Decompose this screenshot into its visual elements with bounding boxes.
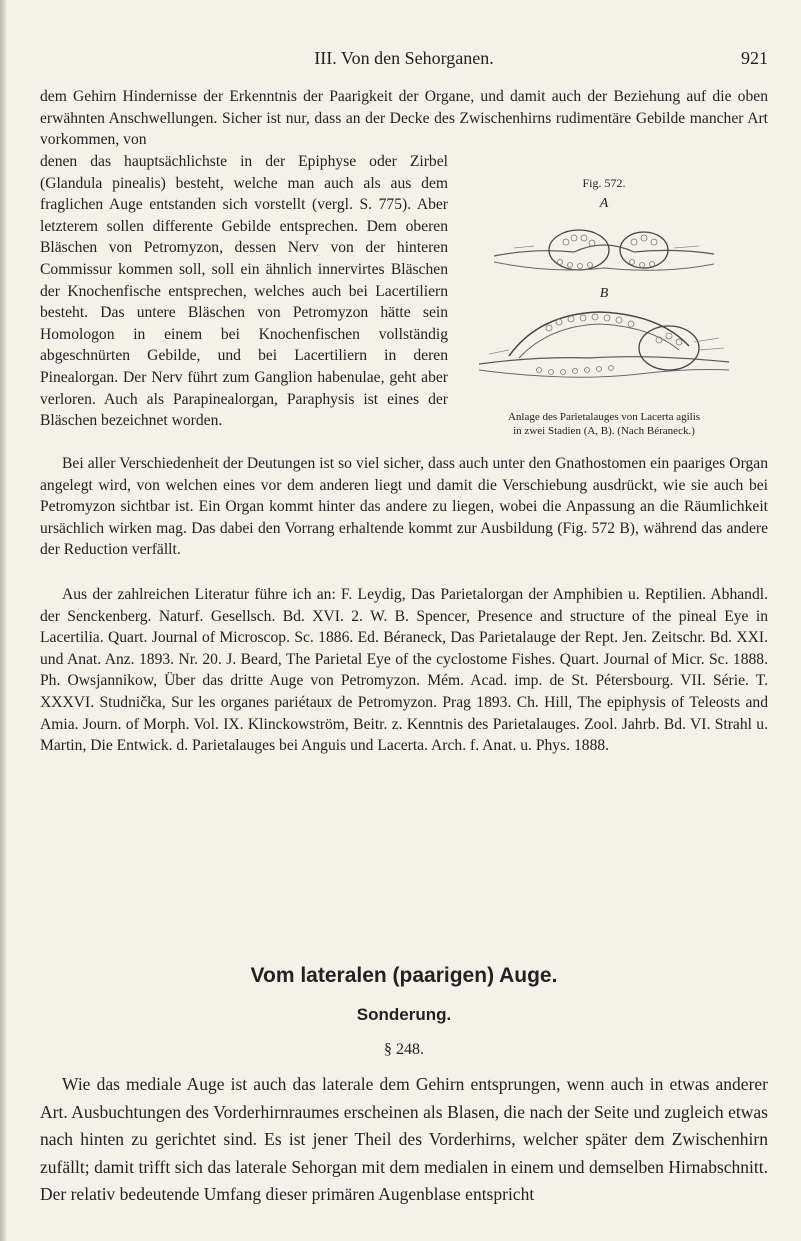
- paragraph-epiphyse: denen das hauptsächlichste in der Epiphyse oder Zirbel (Glandula pinealis) besteht, welche man auch als aus dem fraglichen Auge entstanden sich vorstellt (vergl. S. 775). Aber letzterem sollen differente Gebilde entsprechen. Dem oberen Bläschen von Petromyzon, dessen Nerv von der hinteren Commissur kommen soll, soll ein ähnlich innervirtes Bläschen der Knochenfische entsprechen, welches auch bei Lacertiliern besteht. Das untere Bläschen von Petromyzon hätte sein Homologon in einem bei Knochenfischen vollständig abgeschnürten Gebilde, und bei Lacertiliern in deren Pinealorgan. Der Nerv führt zum Ganglion habenulae, geht aber verloren. Auch als Parapinealorgan, Paraphysis ist eines der Bläschen bezeichnet worden.: [40, 153, 448, 430]
- running-header: [40, 48, 768, 72]
- paragraph-laterales-auge: Wie das mediale Auge ist auch das laterale dem Gehirn entsprungen, wenn auch in etwas anderer Art. Ausbuchtungen des Vorderhirnraumes erscheinen als Blasen, die nach der Seite und zugleich etwas nach hinten zu gerichtet sind. Es ist jener Theil des Vorderhirns, welcher später dem Zwischenhirn zufällt; damit trifft sich das laterale Sehorgan mit dem medialen in einem und demselben Hirnabschnitt. Der relativ bedeutende Umfang dieser primären Augenblase entspricht: [40, 1074, 768, 1205]
- parietal-eye-drawing-b: [479, 306, 729, 386]
- paragraph-number: § 248.: [384, 1041, 424, 1058]
- paragraph-intro: dem Gehirn Hindernisse der Erkenntnis der Paarigkeit der Organe, und damit auch der Beziehung auf die oben erwähnten Anschwellungen. Sicher ist nur, dass an der Decke des Zwischenhirns rudimentäre Gebilde mancher Art vorkommen, von: [40, 88, 768, 149]
- figure-caption-line-2: in zwei Stadien (A, B). (Nach Béraneck.): [513, 425, 695, 437]
- parietal-eye-drawing-a: [494, 218, 714, 278]
- figure-572: [454, 176, 754, 442]
- section-heading: Vom lateralen (paarigen) Auge.: [250, 964, 558, 987]
- subsection-heading: Sonderung.: [356, 1005, 452, 1024]
- running-title: III. Von den Sehorganen.: [314, 48, 494, 68]
- figure-panel-a-label: A: [599, 196, 609, 211]
- figure-caption-line-1: Anlage des Parietalauges von Lacerta agilis: [507, 411, 701, 423]
- figure-label: Fig. 572.: [582, 176, 626, 190]
- page-number: 921: [741, 48, 768, 68]
- paragraph-deutungen: Bei aller Verschiedenheit der Deutungen ist so viel sicher, dass auch unter den Gnathostomen ein paariges Organ angelegt wird, von welchen eines vor dem anderen liegt und damit die Verschiebung ausdrückt, wie sie auch bei Petromyzon sichtbar ist. Ein Organ kommt hinter das andere zu liegen, wobei die Anpassung an die Räumlichkeit ursächlich wirken mag. Das dabei den Vorrang erhaltende kommt zur Ausbildung (Fig. 572 B), während das andere der Reduction verfällt.: [40, 455, 768, 559]
- paragraph-literatur: Aus der zahlreichen Literatur führe ich an: F. Leydig, Das Parietalorgan der Amphibien u. Reptilien. Abhandl. der Senckenberg. Naturf. Gesellsch. Bd. XVI. 2. W. B. Spencer, Presence and structure of the pineal Eye in Lacertilia. Quart. Journal of Microscop. Sc. 1886. Ed. Béraneck, Das Parietalauge der Rept. Jen. Zeitschr. Bd. XXI. und Anat. Anz. 1893. Nr. 20. J. Beard, The Parietal Eye of the cyclostome Fishes. Quart. Journal of Micr. Sc. 1888. Ph. Owsjannikow, Über das dritte Auge von Petromyzon. Mém. Acad. imp. de St. Pétersbourg. VII. Série. T. XXXVI. Studnička, Sur les organes pariétaux de Petromyzon. Prag 1893. Ch. Hill, The epiphysis of Teleosts and Amia. Journ. of Morph. Vol. IX. Klinckowström, Beitr. z. Kenntnis des Parietalauges. Zool. Jahrb. Bd. VI. Strahl u. Martin, Die Entwick. d. Parietalauges bei Anguis und Lacerta. Arch. f. Anat. u. Phys. 1888.: [40, 586, 768, 755]
- page-spine-shadow: [0, 0, 6, 1241]
- figure-panel-b-label: B: [599, 286, 609, 301]
